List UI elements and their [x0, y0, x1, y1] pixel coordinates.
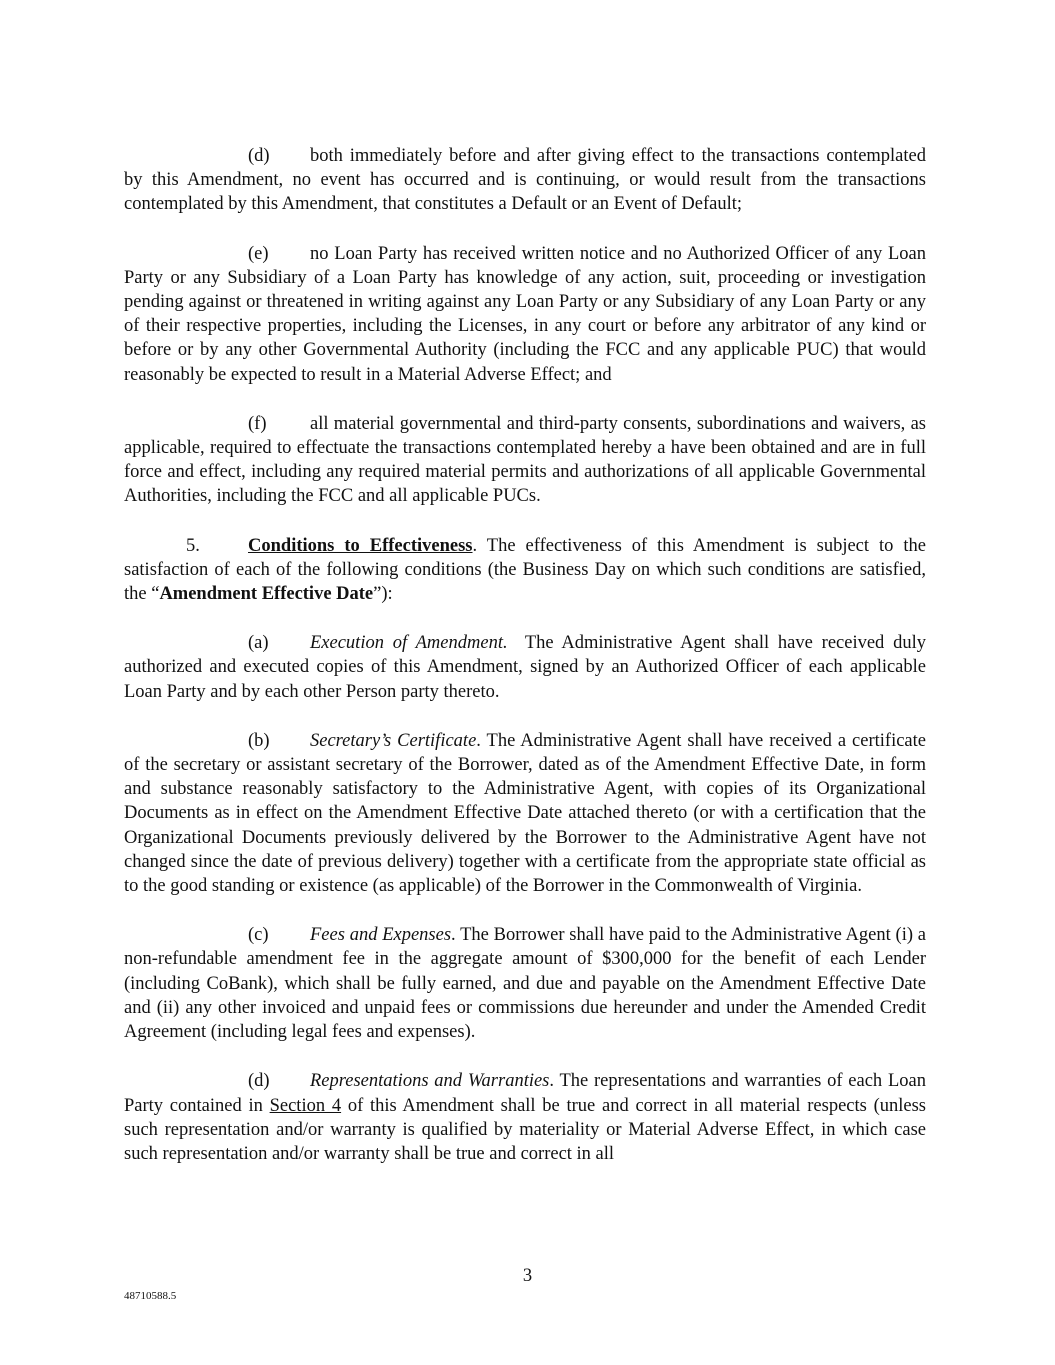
defined-term: Amendment Effective Date	[159, 584, 374, 605]
paragraph-title: Fees and Expenses	[310, 925, 452, 946]
section-number: 5.	[186, 535, 200, 556]
paragraph-4e	[124, 242, 926, 387]
page-number: 3	[522, 1266, 533, 1286]
paragraph-text: no Loan Party has received written notice and no Authorized Officer of any Loan Party or any Subsidiary of a Loan Party has knowledge of any action, suit, proceeding or investigation pending against or threatened in writing against any Loan Party or any Subsidiary of any Loan Party or any of their respective properties, including the Licenses, in any court or before any arbitrator of any kind or before or by any other Governmental Authority (including the FCC and any applicable PUC) that would reasonably be expected to result in a Material Adverse Effect; and	[124, 243, 926, 385]
paragraph-label: (d)	[248, 1071, 270, 1092]
paragraph-label: (c)	[248, 925, 269, 946]
paragraph-5b	[124, 729, 926, 898]
paragraph-5c	[124, 923, 926, 1044]
paragraph-title: Representations and Warranties	[310, 1071, 550, 1092]
paragraph-title: Secretary’s Certificate	[310, 730, 477, 751]
paragraph-5d	[124, 1069, 926, 1166]
section-heading: Conditions to Effectiveness	[248, 535, 473, 556]
paragraph-label: (b)	[248, 730, 270, 751]
paragraph-label: (e)	[248, 243, 269, 264]
paragraph-text: all material governmental and third-party consents, subordinations and waivers, as applicable, required to effectuate the transactions contemplated hereby a have been obtained and are in full force and effect, including any required material permits and authorizations of all applicable Governmental Authorities, including the FCC and all applicable PUCs.	[124, 413, 926, 507]
section-5	[124, 534, 926, 607]
paragraph-label: (f)	[248, 413, 267, 434]
paragraph-5a	[124, 631, 931, 704]
paragraph-text: . The Borrower shall have paid to the Administrative Agent (i) a non-refundable amendment fee in the aggregate amount of $300,000 for the benefit of each Lender (including CoBank), which shall be fully earned, and due and payable on the Amendment Effective Date and (ii) any other invoiced and unpaid fees or commissions due hereunder and under the Amended Credit Agreement (including legal fees and expenses).	[124, 925, 926, 1043]
section-text-after: ”):	[373, 584, 393, 605]
paragraph-4f	[124, 412, 926, 509]
document-id: 48710588.5	[124, 1290, 177, 1302]
section-text-before: . The effectiveness of this Amendment is subject to the satisfaction of each of the following conditions (the Business Day on which such conditions are satisfied, the “	[124, 535, 927, 605]
paragraph-text: . The Administrative Agent shall have received a certificate of the secretary or assistant secretary of the Borrower, dated as of the Amendment Effective Date, in form and substance reasonably satisfactory to the Administrative Agent, with copies of its Organizational Documents as in effect on the Amendment Effective Date attached thereto (or with a certification that the Organizational Documents previously delivered by the Borrower to the Administrative Agent have not changed since the date of previous delivery) together with a certificate from the appropriate state official as to the good standing or existence (as applicable) of the Borrower in the Commonwealth of Virginia.	[124, 730, 926, 897]
paragraph-text-before: . The representations and warranties of each Loan Party contained in	[124, 1071, 926, 1116]
paragraph-4d	[124, 144, 926, 217]
document-body	[124, 144, 931, 1166]
section-reference: Section 4	[269, 1095, 342, 1116]
paragraph-text: The Administrative Agent shall have received duly authorized and executed copies of this Amendment, signed by an Authorized Officer of each applicable Loan Party and by each other Person party thereto.	[124, 633, 931, 702]
paragraph-title: Execution of Amendment.	[310, 633, 508, 654]
paragraph-text-after: of this Amendment shall be true and correct in all material respects (unless such representation and/or warranty is qualified by materiality or Material Adverse Effect, in which case such representation and/or warranty shall be true and correct in all	[124, 1095, 926, 1164]
paragraph-label: (d)	[248, 146, 270, 166]
paragraph-text: both immediately before and after giving effect to the transactions contemplated by this Amendment, no event has occurred and is continuing, or would result from the transactions contemplated by this Amendment, that constitutes a Default or an Event of Default;	[124, 146, 926, 215]
paragraph-label: (a)	[248, 633, 269, 654]
